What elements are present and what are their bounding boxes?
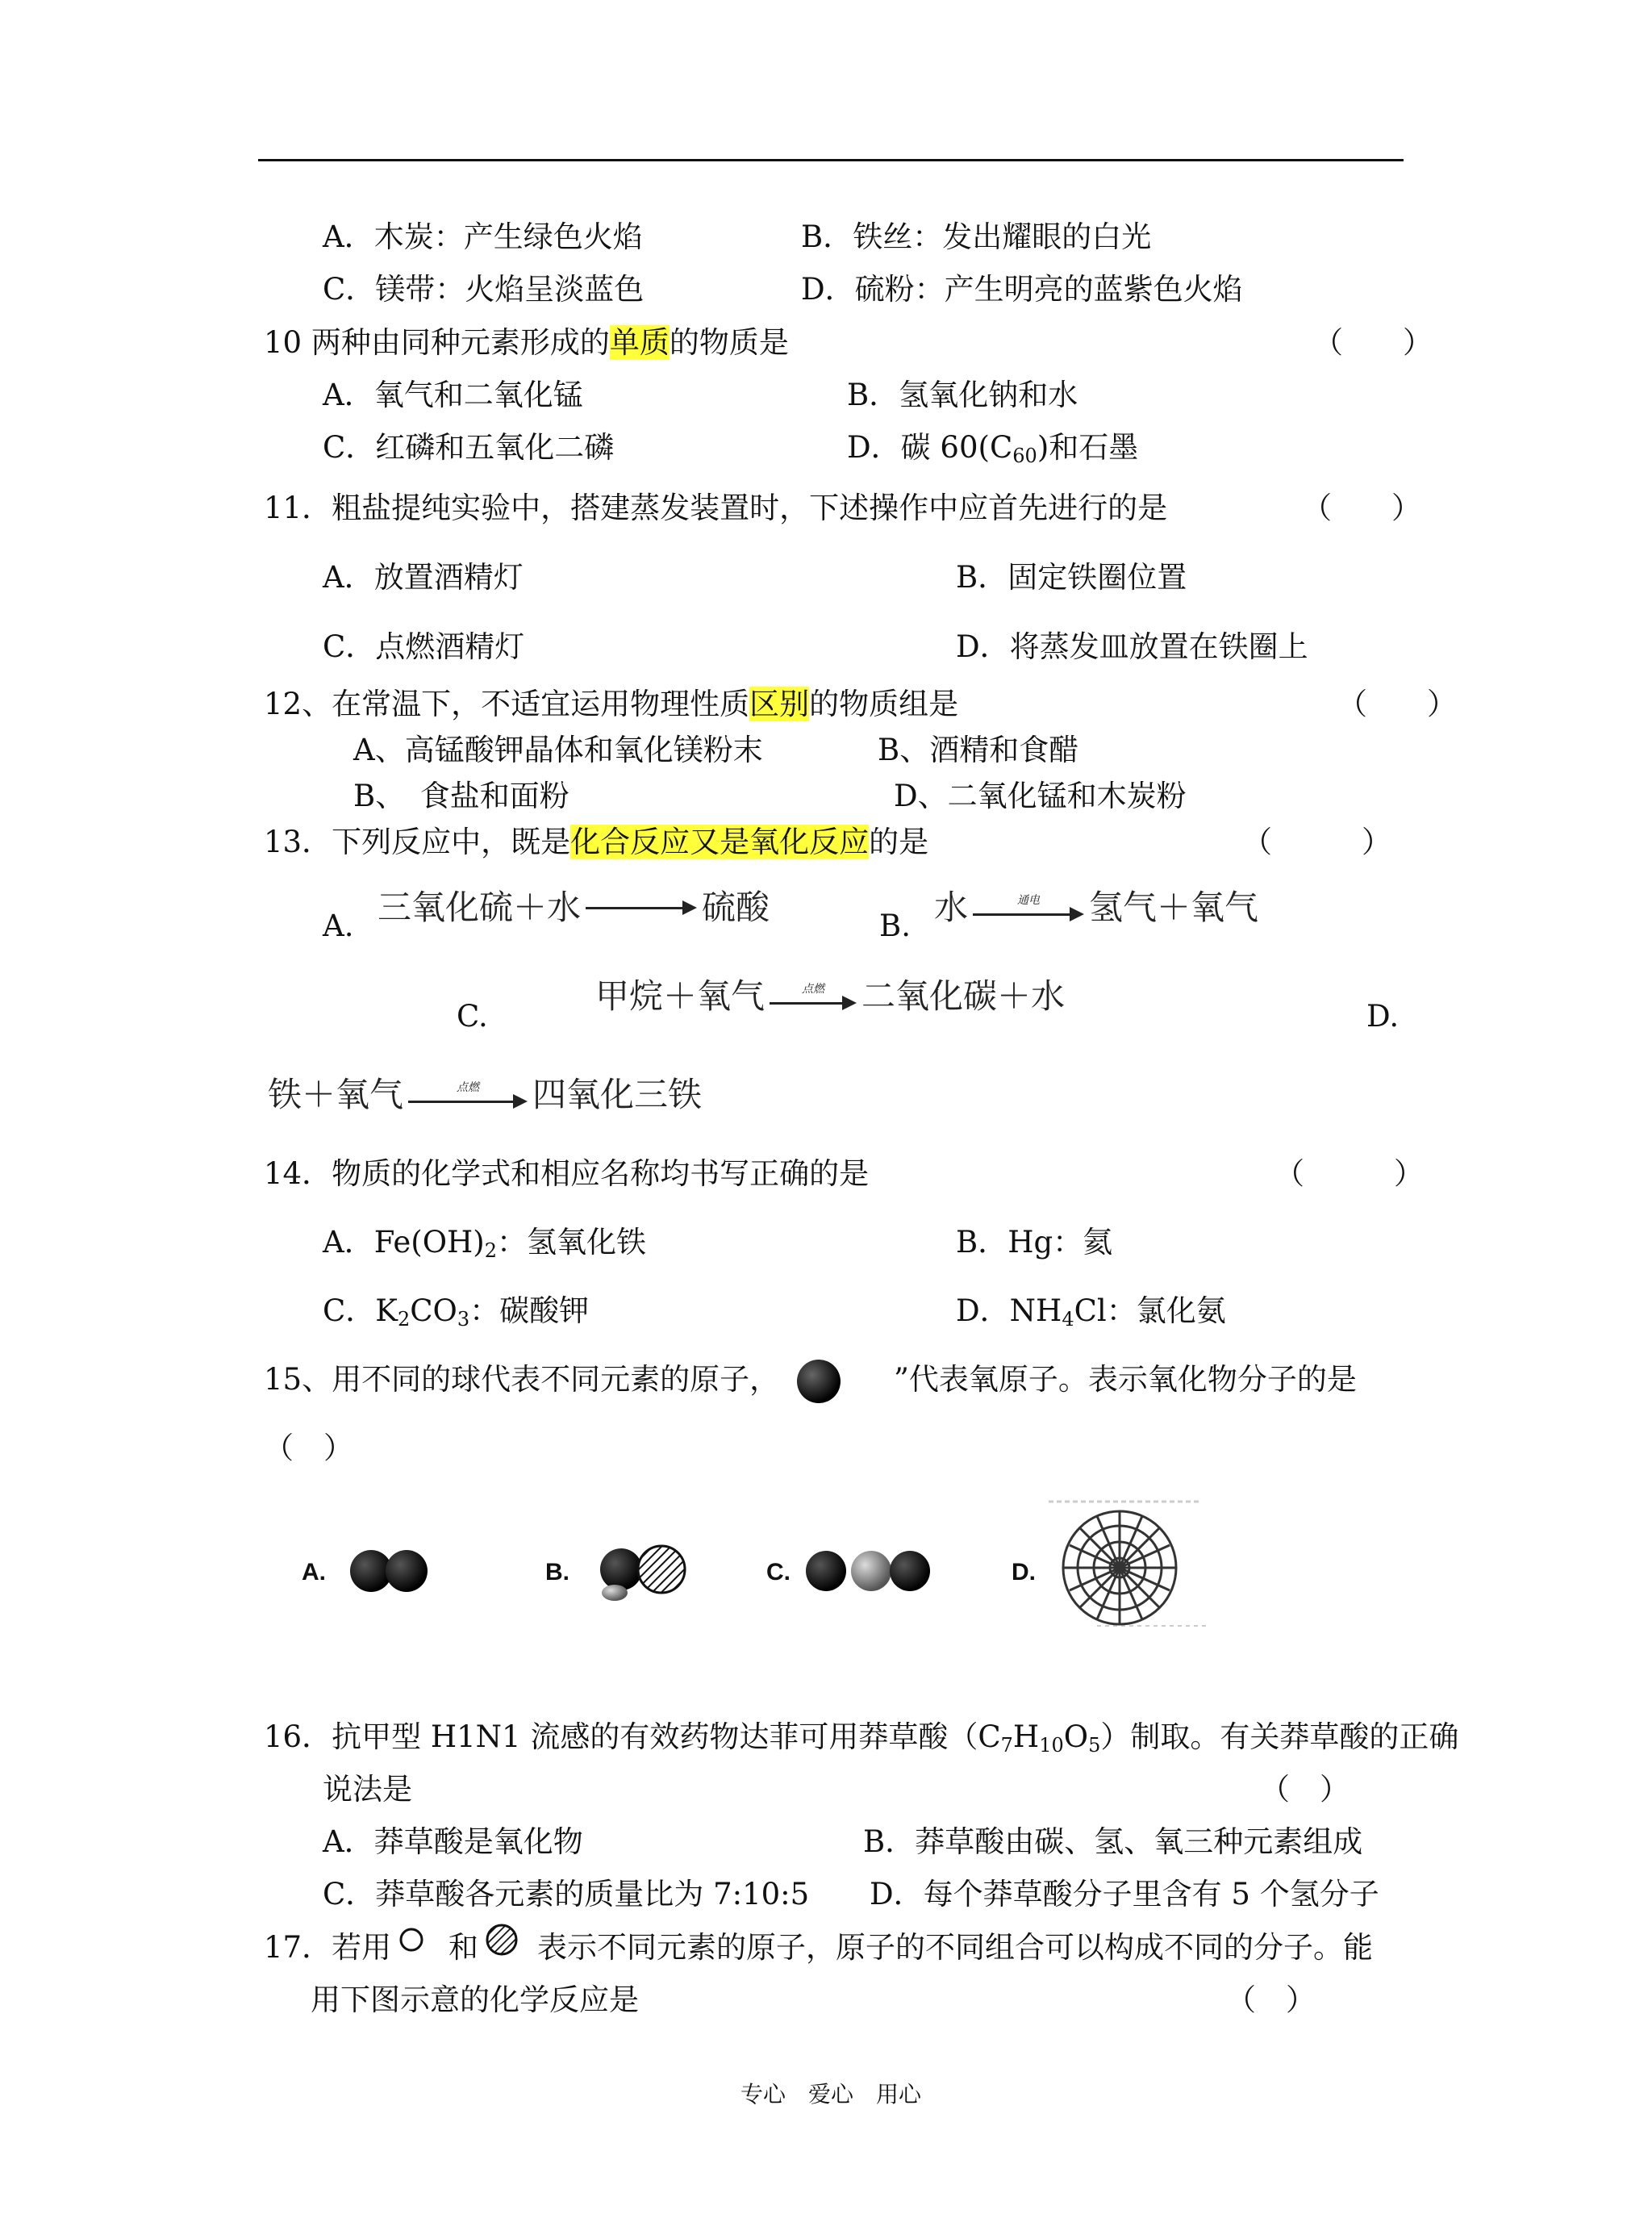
- reaction-arrow-icon: [770, 983, 857, 1010]
- q12-highlight: 区别: [749, 687, 810, 721]
- q14-a-pre: A．Fe(OH): [323, 1225, 485, 1260]
- q15-stem-pre: 15、用不同的球代表不同元素的原子，: [264, 1362, 780, 1397]
- q15-label-b: B.: [545, 1559, 569, 1586]
- q13-d-reactants: 铁＋氧气: [268, 1075, 404, 1114]
- q16-mid1: H: [1012, 1719, 1040, 1754]
- q14-d-sub: 4: [1062, 1308, 1074, 1331]
- page-footer: 专心 爱心 用心: [740, 2081, 922, 2108]
- q11-option-d: D．将蒸发皿放置在铁圈上: [956, 629, 1308, 664]
- q16-sub2: 10: [1039, 1734, 1064, 1757]
- reaction-arrow-icon: [973, 894, 1084, 921]
- reaction-arrow-icon: [586, 900, 697, 915]
- q13-equation-a: [378, 888, 770, 928]
- q13-highlight: 化合反应又是氧化反应: [570, 825, 870, 859]
- q10-option-b: B．氢氧化钠和水: [847, 378, 1078, 412]
- q12-stem-pre: 12、在常温下，不适宜运用物理性质: [264, 687, 750, 721]
- q17-stem-line2: 用下图示意的化学反应是: [311, 1982, 639, 2017]
- q14-a-sub: 2: [484, 1239, 498, 1262]
- q14-d-post: Cl：氯化氨: [1074, 1293, 1226, 1328]
- q14-option-c: [323, 1293, 589, 1329]
- q14-c-mid: CO: [410, 1293, 457, 1328]
- q14-c-post: ：碳酸钾: [469, 1293, 590, 1328]
- q12-stem-post: 的物质组是: [809, 687, 959, 721]
- q10-option-d: [847, 430, 1138, 466]
- q10-option-a: A．氧气和二氧化锰: [323, 378, 583, 412]
- q13-equation-c: [595, 976, 1065, 1017]
- q12-option-c: B、 食盐和面粉: [353, 779, 569, 813]
- q16-option-a: A．莽草酸是氧化物: [323, 1824, 583, 1859]
- atom-icon: [851, 1551, 891, 1591]
- q13-stem: [264, 825, 928, 860]
- q14-stem: 14．物质的化学式和相应名称均书写正确的是: [264, 1156, 870, 1191]
- q16-stem: [264, 1719, 1458, 1755]
- q17-answer-paren: （ ）: [1226, 1982, 1316, 2017]
- q10-number: 10: [264, 325, 302, 360]
- q17-stem-mid: 和: [448, 1930, 478, 1965]
- q10-stem: [264, 325, 789, 361]
- q14-option-a: [323, 1225, 646, 1260]
- q16-option-c: C．莽草酸各元素的质量比为 7:10:5: [323, 1877, 810, 1911]
- q10-d-pre: D．碳 60(C: [847, 430, 1013, 465]
- q13-answer-paren: （ ）: [1242, 825, 1391, 859]
- q13-option-a-label: A.: [323, 909, 354, 943]
- q11-option-c: C．点燃酒精灯: [323, 629, 525, 664]
- q12-option-a: A、高锰酸钾晶体和氧化镁粉末: [353, 733, 763, 767]
- q9-option-c: C．镁带：火焰呈淡蓝色: [323, 272, 645, 307]
- q14-d-pre: D．NH: [956, 1293, 1062, 1328]
- atom-icon: [600, 1548, 642, 1590]
- q9-option-d: D．硫粉：产生明亮的蓝紫色火焰: [801, 272, 1243, 307]
- q15-label-d: D.: [1012, 1559, 1036, 1586]
- q13-option-b-label: B.: [879, 909, 911, 943]
- q12-stem: [264, 687, 958, 722]
- q12-option-d: D、二氧化锰和木炭粉: [894, 779, 1187, 813]
- q14-a-post: ：氢氧化铁: [497, 1225, 647, 1260]
- atom-icon: [602, 1585, 628, 1601]
- oxygen-atom-icon: [791, 1356, 847, 1407]
- q13-a-reactants: 三氧化硫＋水: [378, 888, 582, 927]
- q11-answer-paren: （ ）: [1302, 491, 1421, 525]
- q16-sub1: 7: [1000, 1734, 1013, 1757]
- hatched-atom-icon: [484, 1922, 519, 1957]
- q14-option-d: [956, 1293, 1226, 1329]
- q14-c-sub1: 2: [397, 1308, 411, 1331]
- q14-answer-paren: （ ）: [1274, 1156, 1424, 1191]
- q13-option-c-label: C.: [457, 999, 488, 1034]
- q15-answer-paren: （ ）: [264, 1431, 353, 1465]
- q10-stem-post: 的物质是: [669, 325, 789, 360]
- q15-label-c: C.: [766, 1559, 791, 1586]
- q16-stem-post: ）制取。有关莽草酸的正确: [1100, 1719, 1459, 1754]
- atom-icon: [638, 1546, 685, 1593]
- q13-b-condition: 通电: [1017, 894, 1041, 907]
- q14-c-pre: C．K: [323, 1293, 398, 1328]
- q10-d-post: )和石墨: [1037, 430, 1139, 465]
- q11-stem: 11．粗盐提纯实验中，搭建蒸发装置时，下述操作中应首先进行的是: [264, 491, 1168, 525]
- q15-label-a: A.: [302, 1559, 326, 1586]
- q13-option-d-label: D.: [1366, 999, 1400, 1034]
- q13-b-products: 氢气＋氧气: [1089, 888, 1259, 927]
- atom-icon: [386, 1550, 428, 1592]
- header-rule: [258, 159, 1404, 161]
- q16-mid2: O: [1063, 1719, 1089, 1754]
- q14-option-b: B．Hg：氦: [956, 1225, 1113, 1260]
- q10-answer-paren: （ ）: [1313, 325, 1433, 360]
- q13-equation-b: [934, 888, 1258, 928]
- q10-stem-pre: 两种由同种元素形成的: [311, 325, 610, 360]
- q9-option-a: A．木炭：产生绿色火焰: [323, 219, 643, 254]
- q10-highlight: 单质: [609, 325, 670, 360]
- fullerene-icon: [1063, 1511, 1176, 1624]
- q13-c-condition: 点燃: [802, 983, 825, 996]
- q11-option-b: B．固定铁圈位置: [956, 560, 1187, 595]
- q13-d-condition: 点燃: [457, 1081, 480, 1094]
- q12-answer-paren: （ ）: [1337, 687, 1457, 721]
- reaction-arrow-icon: [408, 1081, 528, 1109]
- q13-c-reactants: 甲烷＋氧气: [595, 976, 766, 1016]
- q16-stem-line2: 说法是: [323, 1772, 412, 1807]
- q13-equation-d: [268, 1075, 702, 1115]
- q13-a-products: 硫酸: [702, 888, 770, 927]
- q17-stem-post: 表示不同元素的原子，原子的不同组合可以构成不同的分子。能: [537, 1930, 1373, 1965]
- q10-option-c: C．红磷和五氧化二磷: [323, 430, 615, 465]
- q13-d-products: 四氧化三铁: [532, 1075, 703, 1114]
- q12-option-b: B、酒精和食醋: [878, 733, 1079, 767]
- q13-c-products: 二氧化碳＋水: [861, 976, 1066, 1016]
- q15-molecule-figure: [290, 1497, 1218, 1642]
- q9-option-b: B．铁丝：发出耀眼的白光: [801, 219, 1152, 254]
- q13-stem-post: 的是: [869, 825, 929, 859]
- q16-stem-pre: 16．抗甲型 H1N1 流感的有效药物达菲可用莽草酸（C: [264, 1719, 1001, 1754]
- q16-option-d: D．每个莽草酸分子里含有 5 个氢分子: [870, 1877, 1379, 1911]
- white-atom-icon: [397, 1925, 426, 1954]
- q13-stem-pre: 13．下列反应中，既是: [264, 825, 571, 859]
- q11-option-a: A．放置酒精灯: [323, 560, 524, 595]
- q13-b-reactants: 水: [934, 888, 969, 927]
- q16-option-b: B．莽草酸由碳、氢、氧三种元素组成: [863, 1824, 1363, 1859]
- q10-d-sub: 60: [1012, 445, 1037, 467]
- atom-icon: [806, 1551, 846, 1591]
- q15-stem-post: ”代表氧原子。表示氧化物分子的是: [894, 1362, 1357, 1397]
- q17-stem-pre: 17．若用: [264, 1930, 392, 1965]
- q16-answer-paren: （ ）: [1260, 1772, 1350, 1807]
- atom-icon: [890, 1551, 930, 1591]
- q14-c-sub2: 3: [457, 1308, 470, 1331]
- q16-sub3: 5: [1088, 1734, 1101, 1757]
